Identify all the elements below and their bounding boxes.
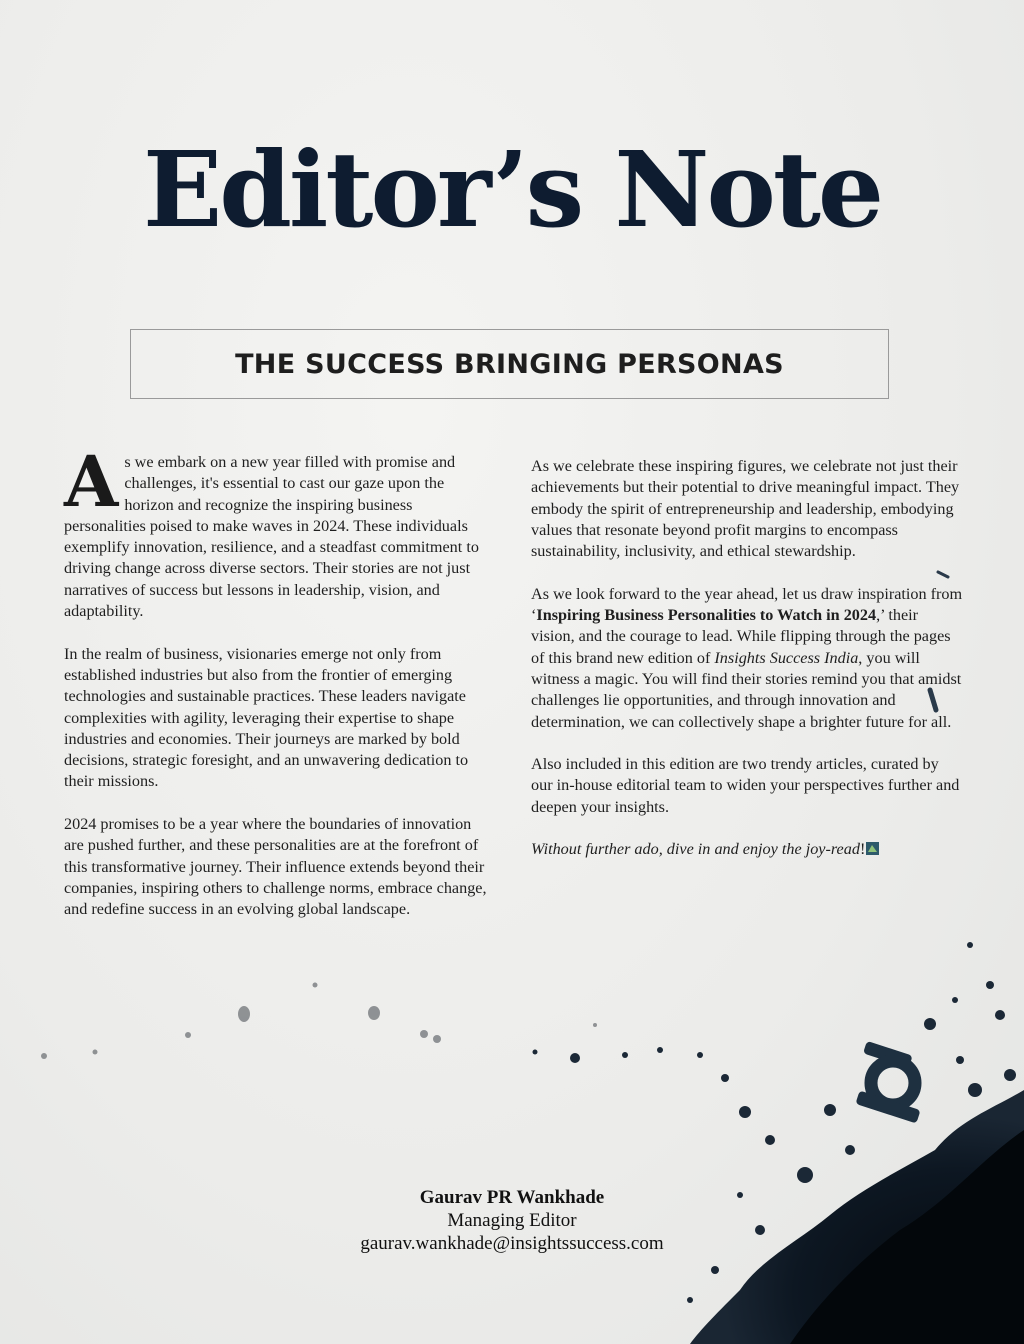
- text: ,’ their vision, and the courage to lead. While flipping through the pages of this brand new edition of: [531, 606, 951, 667]
- paragraph-text: s we embark on a new year filled with promise and challenges, it's essential to cast our gaze upon the horizon and recognize the inspiring business personalities poised to make waves in 2024. These individuals exemplify innovation, resilience, and a steadfast commitment to driving change across diverse sectors. Their stories are not just narratives of success but lessons in leadership, vision, and adaptability.: [64, 453, 479, 621]
- text: As we look forward to the year ahead, let us draw inspiration from ‘: [531, 584, 963, 625]
- paragraph: [531, 584, 963, 733]
- author-name: Gaurav PR Wankhade: [419, 1187, 605, 1208]
- left-column: [64, 440, 494, 942]
- paragraph: In the realm of business, visionaries emerge not only from established industries but also from the frontier of emerging technologies and sustainable practices. These leaders navigate complexities with agility, leveraging their expertise to shape industries and economies. Their journeys are marked by bold decisions, strategic foresight, and an unwavering dedication to their missions.: [64, 644, 469, 791]
- author-role: Managing Editor: [447, 1210, 577, 1231]
- author-email[interactable]: gaurav.wankhade@insightssuccess.com: [360, 1233, 664, 1254]
- paragraph: [64, 440, 494, 622]
- text: , you will witness a magic. You will find their stories remind you that amidst challenges lie opportunities, and through innovation and determination, we can collectively shape a brighter future for all.: [531, 648, 962, 731]
- right-column: [531, 456, 963, 882]
- publication-name: Insights Success India: [714, 648, 859, 667]
- signature-block: [0, 1186, 1024, 1255]
- paragraph: Also included in this edition are two trendy articles, curated by our in-house editorial team to widen your perspectives further and deepen your insights.: [531, 755, 960, 816]
- edition-title: Inspiring Business Personalities to Watch in 2024: [536, 606, 877, 625]
- section-subtitle: THE SUCCESS BRINGING PERSONAS: [235, 348, 784, 380]
- drop-cap: A: [64, 440, 119, 523]
- paragraph: As we celebrate these inspiring figures, we celebrate not just their achievements but their potential to drive meaningful impact. They embody the spirit of entrepreneurship and leadership, embodying values that resonate beyond profit margins to encompass sustainability, inclusivity, and ethical stewardship.: [531, 457, 960, 561]
- paragraph: 2024 promises to be a year where the boundaries of innovation are pushed further, and these personalities are at the forefront of this transformative journey. Their influence extends beyond their companies, inspiring others to challenge norms, embrace change, and redefine success in an evolving global landscape.: [64, 815, 487, 919]
- text: !: [859, 840, 866, 859]
- closing-line: Without further ado, dive in and enjoy the joy-read: [531, 840, 860, 859]
- page-title: Editor’s Note: [142, 128, 882, 251]
- book-emoji-icon: [866, 842, 879, 855]
- paragraph: [531, 839, 963, 860]
- subtitle-box: [130, 329, 889, 399]
